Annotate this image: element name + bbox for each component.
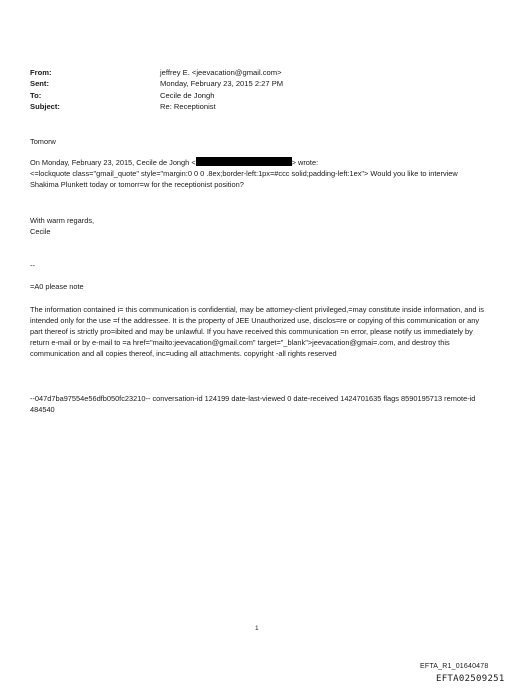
subject-value: Re: Receptionist <box>160 102 216 112</box>
sent-row <box>30 78 283 89</box>
reply-text: Tomorw <box>30 137 56 146</box>
regards-line: With warm regards, <box>30 216 95 225</box>
please-note: =A0 please note <box>30 282 84 291</box>
quoted-message: <=lockquote class="gmail_quote" style="margin:0 0 0 .8ex;border-left:1px=#ccc solid;padding-left:1ex"> Would you like to interview Shakima Plunkett today or tomorr=w for the receptionist position? <box>30 169 458 189</box>
subject-label: Subject: <box>30 102 60 112</box>
to-value: Cecile de Jongh <box>160 90 215 100</box>
disclaimer-paragraph: The information contained i= this communication is confidential, may be attorney-client privileged,=may constitute inside information, and is intended only for the use =f the addressee. It is the property of JEE Unauthorized use, disclos=re or copying of this communication or any part thereof is strictly pro=ibited and may be unlawful. If you have received this communication =n error, please notify us immediately by return e-mail or by e-mail to =a href="mailto:jeevacation@gmail.com" target="_blank">jeevacation@gmai=.com, and destroy this communication and all copies thereof, inc=uding all attachments. copyright -all rights reserved <box>30 305 484 358</box>
from-value: jeffrey E. <jeevacation@gmail.com> <box>160 68 282 77</box>
subject-row <box>30 101 283 112</box>
sent-label: Sent: <box>30 79 49 89</box>
to-row <box>30 90 283 101</box>
bates-number-primary: EFTA_R1_01640478 <box>420 663 489 670</box>
quote-suffix: > wrote: <box>291 158 319 167</box>
signature-name: Cecile <box>30 227 51 236</box>
sent-value: Monday, February 23, 2015 2:27 PM <box>160 79 284 89</box>
from-label: From: <box>30 68 52 77</box>
quote-prefix: On Monday, February 23, 2015, Cecile de Jongh < <box>30 158 196 167</box>
message-metadata: --047d7ba97554e56dfb050fc23210-- conversation-id 124199 date-last-viewed 0 date-received 1424701635 flags 8590195713 remote-id 484540 <box>30 394 476 414</box>
from-row <box>30 67 283 78</box>
to-label: To: <box>30 90 42 100</box>
signature-dashes: -- <box>30 261 35 270</box>
quoted-intro <box>30 157 486 168</box>
redaction-block <box>196 157 292 166</box>
email-header <box>30 67 283 113</box>
bates-number-secondary: EFTA02509251 <box>436 674 505 684</box>
page-number: 1 <box>255 625 259 632</box>
